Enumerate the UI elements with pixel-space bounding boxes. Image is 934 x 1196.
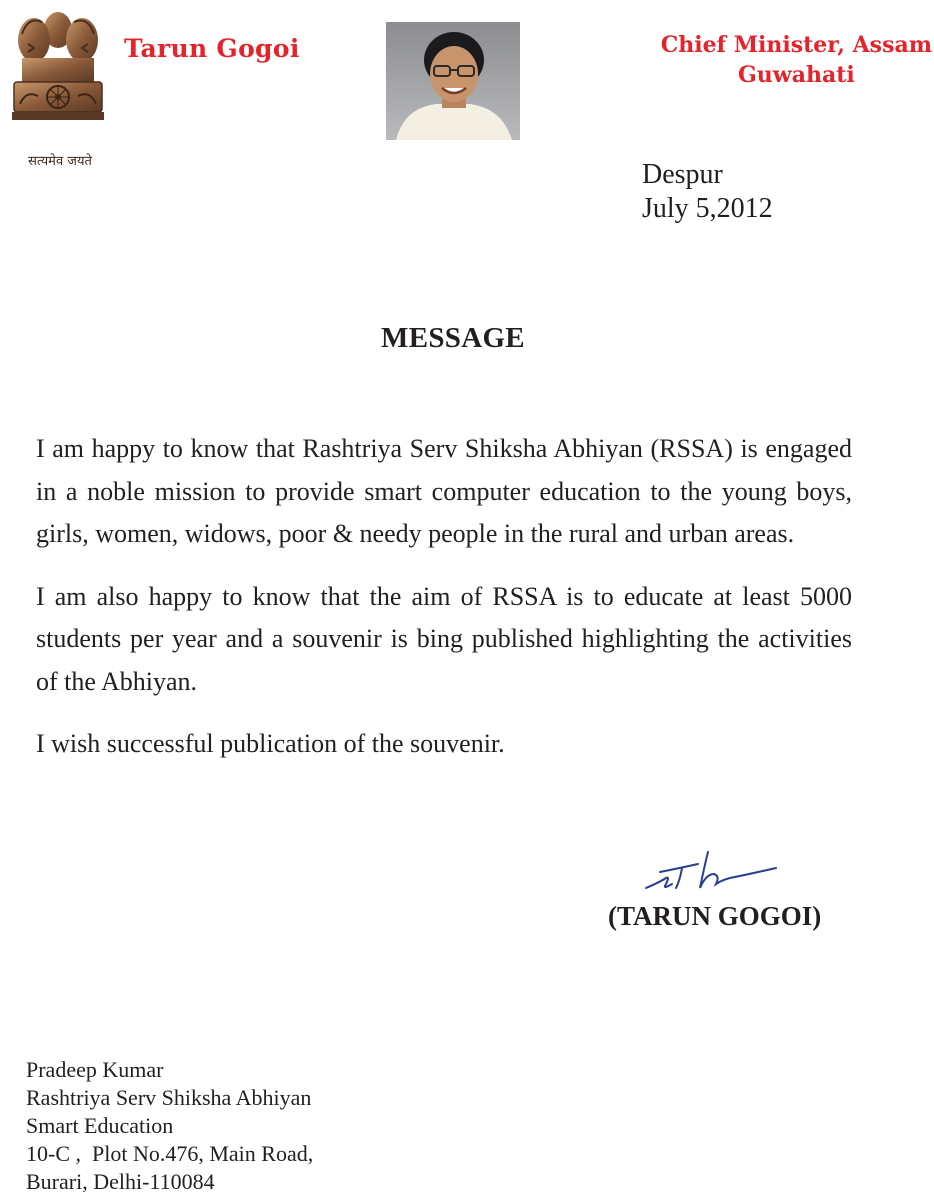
letterhead-name: Tarun Gogoi <box>124 34 300 63</box>
designation-text: Chief Minister, Assam <box>660 32 932 58</box>
city-text: Guwahati <box>737 62 855 88</box>
handwritten-signature <box>640 842 800 902</box>
address-line: 10-C , Plot No.476, Main Road, <box>26 1141 314 1166</box>
emblem-motto: सत्यमेव जयते <box>28 154 92 169</box>
message-paragraph: I am also happy to know that the aim of RSSA is to educate at least 5000 students per year and a souvenir is bing published highlighting the activities of the Abhiyan. <box>36 581 852 696</box>
signatory-name: (TARUN GOGOI) <box>608 901 822 931</box>
date: July 5,2012 <box>642 193 773 224</box>
message-heading: MESSAGE <box>381 322 525 354</box>
message-paragraph: I am happy to know that Rashtriya Serv Shiksha Abhiyan (RSSA) is engaged in a noble mission to provide smart computer education to the young boys, girls, women, widows, poor & needy people in the rural and urban areas. <box>36 434 852 548</box>
address-line: Smart Education <box>26 1113 174 1138</box>
national-emblem-icon <box>8 4 108 144</box>
place: Despur <box>642 159 723 190</box>
address-line: Pradeep Kumar <box>26 1057 164 1082</box>
message-paragraph: I wish successful publication of the souvenir. <box>36 729 505 758</box>
address-line: Rashtriya Serv Shiksha Abhiyan <box>26 1085 312 1110</box>
national-emblem <box>8 4 108 172</box>
message-body <box>36 428 852 766</box>
portrait-photo <box>386 22 520 140</box>
dateline <box>642 158 773 226</box>
address-line: Burari, Delhi-110084 <box>26 1169 215 1194</box>
recipient-address <box>26 1056 313 1196</box>
letterhead-designation <box>661 30 932 90</box>
